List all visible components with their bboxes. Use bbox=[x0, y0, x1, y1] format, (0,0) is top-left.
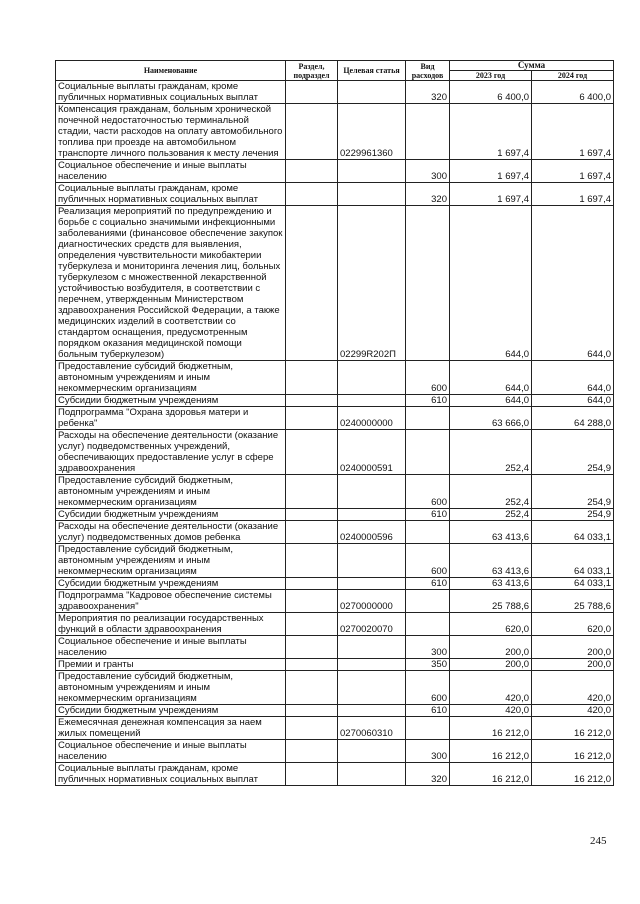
row-section bbox=[286, 521, 338, 544]
row-amount-2023: 63 413,6 bbox=[450, 544, 532, 578]
row-section bbox=[286, 430, 338, 475]
row-section bbox=[286, 183, 338, 206]
row-target-code: 0240000591 bbox=[338, 430, 406, 475]
header-type: Вид расходов bbox=[406, 61, 450, 81]
row-name: Субсидии бюджетным учреждениям bbox=[56, 509, 286, 521]
row-expense-type: 600 bbox=[406, 671, 450, 705]
row-target-code bbox=[338, 544, 406, 578]
table-row bbox=[56, 590, 614, 613]
row-amount-2023: 63 413,6 bbox=[450, 521, 532, 544]
row-target-code bbox=[338, 578, 406, 590]
row-name: Предоставление субсидий бюджетным, автономным учреждениям и иным некоммерческим организациям bbox=[56, 671, 286, 705]
row-amount-2023: 644,0 bbox=[450, 206, 532, 361]
row-expense-type bbox=[406, 407, 450, 430]
row-target-code bbox=[338, 475, 406, 509]
row-name: Субсидии бюджетным учреждениям bbox=[56, 705, 286, 717]
row-target-code: 0270020070 bbox=[338, 613, 406, 636]
row-expense-type bbox=[406, 590, 450, 613]
row-expense-type: 610 bbox=[406, 578, 450, 590]
row-amount-2024: 420,0 bbox=[532, 671, 614, 705]
table-row bbox=[56, 395, 614, 407]
row-expense-type: 300 bbox=[406, 160, 450, 183]
row-section bbox=[286, 613, 338, 636]
row-section bbox=[286, 740, 338, 763]
table-row bbox=[56, 81, 614, 104]
row-target-code bbox=[338, 160, 406, 183]
row-amount-2024: 25 788,6 bbox=[532, 590, 614, 613]
row-target-code bbox=[338, 81, 406, 104]
row-amount-2024: 64 033,1 bbox=[532, 578, 614, 590]
row-name: Расходы на обеспечение деятельности (оказание услуг) подведомственных домов ребенка bbox=[56, 521, 286, 544]
row-section bbox=[286, 475, 338, 509]
row-section bbox=[286, 104, 338, 160]
page-number: 245 bbox=[590, 835, 607, 847]
row-target-code: 0270060310 bbox=[338, 717, 406, 740]
row-target-code bbox=[338, 763, 406, 786]
table-row bbox=[56, 407, 614, 430]
table-row bbox=[56, 361, 614, 395]
row-name: Социальные выплаты гражданам, кроме публичных нормативных социальных выплат bbox=[56, 763, 286, 786]
row-amount-2023: 1 697,4 bbox=[450, 104, 532, 160]
table-row bbox=[56, 636, 614, 659]
table-row bbox=[56, 717, 614, 740]
row-section bbox=[286, 671, 338, 705]
row-target-code bbox=[338, 509, 406, 521]
row-target-code: 0240000000 bbox=[338, 407, 406, 430]
table-row bbox=[56, 544, 614, 578]
row-expense-type bbox=[406, 613, 450, 636]
row-expense-type bbox=[406, 104, 450, 160]
row-amount-2024: 254,9 bbox=[532, 475, 614, 509]
row-expense-type bbox=[406, 521, 450, 544]
row-amount-2024: 64 033,1 bbox=[532, 521, 614, 544]
row-amount-2024: 1 697,4 bbox=[532, 183, 614, 206]
table-row bbox=[56, 206, 614, 361]
table-row bbox=[56, 521, 614, 544]
row-amount-2023: 644,0 bbox=[450, 395, 532, 407]
row-amount-2024: 16 212,0 bbox=[532, 763, 614, 786]
row-amount-2024: 16 212,0 bbox=[532, 717, 614, 740]
row-name: Компенсация гражданам, больным хронической почечной недостаточностью терминальной стадии, части расходов на оплату автомобильного топлива при проезде на автомобильном транспорте личного пользования к месту лечения bbox=[56, 104, 286, 160]
row-section bbox=[286, 361, 338, 395]
row-amount-2024: 420,0 bbox=[532, 705, 614, 717]
row-amount-2023: 252,4 bbox=[450, 430, 532, 475]
row-name: Подпрограмма "Кадровое обеспечение системы здравоохранения" bbox=[56, 590, 286, 613]
table-row bbox=[56, 475, 614, 509]
row-section bbox=[286, 763, 338, 786]
table-row bbox=[56, 659, 614, 671]
row-expense-type: 300 bbox=[406, 636, 450, 659]
row-target-code: 0240000596 bbox=[338, 521, 406, 544]
row-expense-type: 320 bbox=[406, 763, 450, 786]
row-amount-2024: 620,0 bbox=[532, 613, 614, 636]
header-year-2024: 2024 год bbox=[532, 71, 614, 81]
row-amount-2024: 200,0 bbox=[532, 636, 614, 659]
row-amount-2023: 644,0 bbox=[450, 361, 532, 395]
row-expense-type: 610 bbox=[406, 705, 450, 717]
row-expense-type: 350 bbox=[406, 659, 450, 671]
budget-table bbox=[55, 60, 614, 786]
table-row bbox=[56, 763, 614, 786]
row-amount-2024: 1 697,4 bbox=[532, 160, 614, 183]
table-row bbox=[56, 183, 614, 206]
row-name: Социальные выплаты гражданам, кроме публичных нормативных социальных выплат bbox=[56, 81, 286, 104]
row-amount-2024: 6 400,0 bbox=[532, 81, 614, 104]
row-amount-2023: 620,0 bbox=[450, 613, 532, 636]
row-amount-2023: 63 666,0 bbox=[450, 407, 532, 430]
row-target-code bbox=[338, 183, 406, 206]
row-expense-type bbox=[406, 717, 450, 740]
row-target-code bbox=[338, 671, 406, 705]
table-header bbox=[56, 61, 614, 81]
table-row bbox=[56, 578, 614, 590]
row-amount-2023: 25 788,6 bbox=[450, 590, 532, 613]
row-expense-type: 600 bbox=[406, 361, 450, 395]
row-section bbox=[286, 659, 338, 671]
row-expense-type bbox=[406, 206, 450, 361]
row-expense-type: 600 bbox=[406, 475, 450, 509]
row-name: Предоставление субсидий бюджетным, автономным учреждениям и иным некоммерческим организациям bbox=[56, 475, 286, 509]
row-amount-2024: 254,9 bbox=[532, 509, 614, 521]
row-target-code: 0270000000 bbox=[338, 590, 406, 613]
header-target: Целевая статья bbox=[338, 61, 406, 81]
row-name: Ежемесячная денежная компенсация за наем жилых помещений bbox=[56, 717, 286, 740]
row-expense-type: 610 bbox=[406, 509, 450, 521]
table-body bbox=[56, 81, 614, 786]
row-amount-2023: 16 212,0 bbox=[450, 717, 532, 740]
row-target-code bbox=[338, 361, 406, 395]
row-name: Социальное обеспечение и иные выплаты населению bbox=[56, 160, 286, 183]
row-name: Субсидии бюджетным учреждениям bbox=[56, 578, 286, 590]
table-row bbox=[56, 671, 614, 705]
row-section bbox=[286, 395, 338, 407]
row-amount-2024: 644,0 bbox=[532, 206, 614, 361]
row-amount-2024: 64 033,1 bbox=[532, 544, 614, 578]
row-name: Социальное обеспечение и иные выплаты населению bbox=[56, 740, 286, 763]
row-section bbox=[286, 544, 338, 578]
table-row bbox=[56, 705, 614, 717]
row-amount-2023: 200,0 bbox=[450, 659, 532, 671]
row-name: Социальное обеспечение и иные выплаты населению bbox=[56, 636, 286, 659]
row-section bbox=[286, 705, 338, 717]
table-row bbox=[56, 509, 614, 521]
row-section bbox=[286, 160, 338, 183]
row-name: Премии и гранты bbox=[56, 659, 286, 671]
row-section bbox=[286, 590, 338, 613]
row-name: Предоставление субсидий бюджетным, автономным учреждениям и иным некоммерческим организациям bbox=[56, 361, 286, 395]
row-amount-2024: 644,0 bbox=[532, 395, 614, 407]
row-section bbox=[286, 206, 338, 361]
row-target-code bbox=[338, 636, 406, 659]
header-section: Раздел, подраздел bbox=[286, 61, 338, 81]
row-amount-2023: 420,0 bbox=[450, 671, 532, 705]
row-amount-2023: 16 212,0 bbox=[450, 763, 532, 786]
row-amount-2024: 254,9 bbox=[532, 430, 614, 475]
row-target-code bbox=[338, 395, 406, 407]
row-amount-2024: 64 288,0 bbox=[532, 407, 614, 430]
row-amount-2023: 252,4 bbox=[450, 475, 532, 509]
row-amount-2023: 420,0 bbox=[450, 705, 532, 717]
row-name: Субсидии бюджетным учреждениям bbox=[56, 395, 286, 407]
row-amount-2023: 1 697,4 bbox=[450, 160, 532, 183]
row-name: Расходы на обеспечение деятельности (оказание услуг) подведомственных учреждений, обеспечивающих предоставление услуг в сфере здравоохранения bbox=[56, 430, 286, 475]
row-amount-2023: 63 413,6 bbox=[450, 578, 532, 590]
header-sum: Сумма bbox=[450, 61, 614, 71]
row-section bbox=[286, 578, 338, 590]
row-expense-type: 600 bbox=[406, 544, 450, 578]
row-section bbox=[286, 717, 338, 740]
header-name: Наименование bbox=[56, 61, 286, 81]
row-section bbox=[286, 509, 338, 521]
row-target-code bbox=[338, 705, 406, 717]
row-section bbox=[286, 636, 338, 659]
table-row bbox=[56, 104, 614, 160]
table-row bbox=[56, 430, 614, 475]
row-amount-2023: 16 212,0 bbox=[450, 740, 532, 763]
table-row bbox=[56, 160, 614, 183]
row-target-code: 02299R202П bbox=[338, 206, 406, 361]
row-expense-type: 320 bbox=[406, 81, 450, 104]
row-name: Мероприятия по реализации государственных функций в области здравоохранения bbox=[56, 613, 286, 636]
row-name: Социальные выплаты гражданам, кроме публичных нормативных социальных выплат bbox=[56, 183, 286, 206]
row-amount-2024: 16 212,0 bbox=[532, 740, 614, 763]
table-row bbox=[56, 740, 614, 763]
row-amount-2023: 252,4 bbox=[450, 509, 532, 521]
row-target-code bbox=[338, 740, 406, 763]
header-year-2023: 2023 год bbox=[450, 71, 532, 81]
row-expense-type: 320 bbox=[406, 183, 450, 206]
row-target-code: 0229961360 bbox=[338, 104, 406, 160]
row-amount-2023: 1 697,4 bbox=[450, 183, 532, 206]
row-expense-type: 300 bbox=[406, 740, 450, 763]
row-section bbox=[286, 407, 338, 430]
row-amount-2024: 1 697,4 bbox=[532, 104, 614, 160]
row-amount-2023: 200,0 bbox=[450, 636, 532, 659]
row-expense-type: 610 bbox=[406, 395, 450, 407]
row-name: Реализация мероприятий по предупреждению и борьбе с социально значимыми инфекционными заболеваниями (финансовое обеспечение закупок диагностических средств для выявления, определения чувствительности микобактерии туберкулеза и мониторинга лечения лиц, больных туберкулезом с множественной лекарственной устойчивостью возбудителя, в соответствии с перечнем, утвержденным Министерством здравоохранения Российской Федерации, а также медицинских изделий в соответствии со стандартом оснащения, предусмотренным порядком оказания медицинской помощи больным туберкулезом) bbox=[56, 206, 286, 361]
row-amount-2024: 200,0 bbox=[532, 659, 614, 671]
row-amount-2024: 644,0 bbox=[532, 361, 614, 395]
row-amount-2023: 6 400,0 bbox=[450, 81, 532, 104]
row-name: Подпрограмма "Охрана здоровья матери и ребенка" bbox=[56, 407, 286, 430]
row-section bbox=[286, 81, 338, 104]
table-row bbox=[56, 613, 614, 636]
row-target-code bbox=[338, 659, 406, 671]
row-expense-type bbox=[406, 430, 450, 475]
row-name: Предоставление субсидий бюджетным, автономным учреждениям и иным некоммерческим организациям bbox=[56, 544, 286, 578]
